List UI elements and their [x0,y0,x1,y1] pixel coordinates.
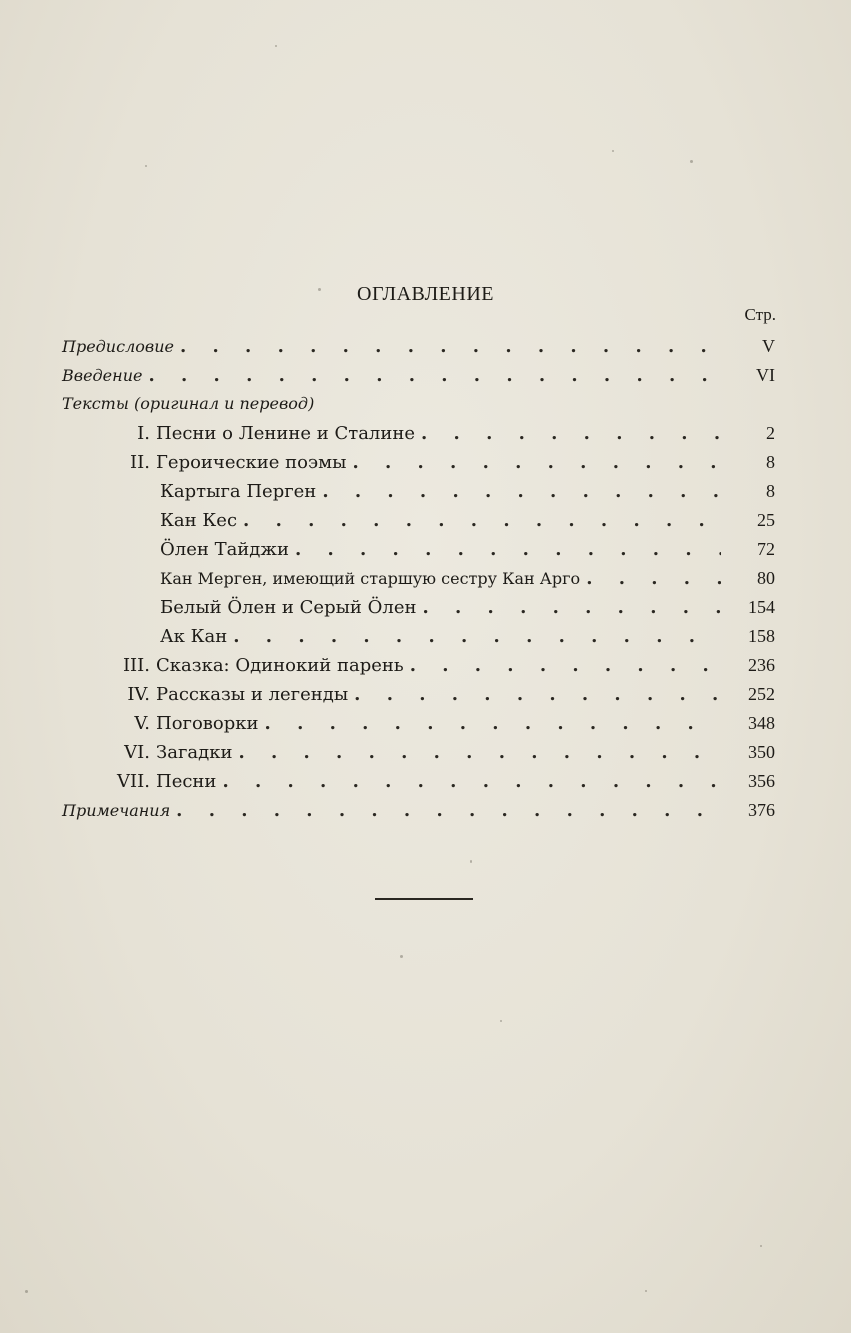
entry-page: VI [756,365,775,385]
entry-label: Предисловие [62,337,174,356]
section-number: I. [137,423,150,444]
dot-leader [148,365,721,386]
entry-label: Кан Кес [160,510,238,531]
section-number: IV. [127,684,150,705]
entry-page: 25 [757,510,775,530]
entry-label: Белый Ӧлен и Серый Ӧлен [160,597,417,618]
section-number: III. [122,655,150,676]
entry-label: Картыга Перген [160,481,317,502]
dot-leader [233,626,721,647]
entry-page: 158 [748,626,775,646]
entry-page: 72 [757,539,775,559]
toc-entry-texts[interactable] [62,394,775,423]
toc-subentry[interactable] [62,481,775,510]
entry-page: 252 [748,684,775,704]
toc-entry-section-6[interactable] [62,742,775,771]
toc-subentry[interactable] [62,626,775,655]
toc-entry-section-3[interactable] [62,655,775,684]
entry-label: Героические поэмы [156,452,347,473]
entry-page: 2 [766,423,775,443]
section-number: VII. [117,771,150,792]
page-column-label: Стр. [744,305,776,324]
toc-entry-section-2[interactable] [62,452,775,481]
entry-page: 236 [748,655,775,675]
entry-label: Введение [62,366,143,385]
section-number: VI. [124,742,150,763]
closing-rule [375,898,473,900]
dot-leader [176,800,721,821]
entry-label: Тексты (оригинал и перевод) [62,394,315,413]
entry-page: 356 [748,771,775,791]
dot-leader [322,481,721,502]
toc-subentry[interactable] [62,539,775,568]
dot-leader [265,713,721,734]
toc-subentry[interactable] [62,597,775,626]
dot-leader [243,510,721,531]
toc-entry-section-1[interactable] [62,423,775,452]
toc-entry-introduction[interactable] [62,365,775,394]
entry-label: Примечания [62,801,171,820]
toc-heading: ОГЛАВЛЕНИЕ [357,283,494,305]
entry-label: Ак Кан [160,626,228,647]
dot-leader [586,568,721,589]
toc-entry-notes[interactable] [62,800,775,829]
section-number: V. [134,713,150,734]
toc-subentry[interactable] [62,568,775,597]
entry-page: 348 [748,713,775,733]
entry-label: Кан Мерген, имеющий старшую сестру Кан Арго [160,569,581,588]
entry-label: Песни о Ленине и Сталине [156,423,416,444]
entry-label: Песни [156,771,217,792]
entry-label: Сказка: Одинокий парень [156,655,404,676]
dot-leader [410,655,721,676]
dot-leader [421,423,721,444]
entry-page: 80 [757,568,775,588]
entry-page: 8 [766,452,775,472]
entry-page: 376 [748,800,775,820]
entry-label: Загадки [156,742,233,763]
dot-leader [180,336,721,357]
dot-leader [422,597,721,618]
entry-page: 8 [766,481,775,501]
dot-leader [295,539,721,560]
dot-leader [238,742,721,763]
dot-leader [222,771,721,792]
entry-label: Поговорки [156,713,259,734]
entry-page: 154 [748,597,775,617]
entry-page: 350 [748,742,775,762]
toc-entry-section-4[interactable] [62,684,775,713]
section-number: II. [130,452,150,473]
toc-subentry[interactable] [62,510,775,539]
entry-label: Ӧлен Тайджи [160,539,289,560]
dot-leader [354,684,721,705]
entry-label: Рассказы и легенды [156,684,349,705]
table-of-contents [62,336,775,829]
entry-page: V [762,336,775,356]
toc-entry-section-5[interactable] [62,713,775,742]
toc-entry-section-7[interactable] [62,771,775,800]
toc-entry-preface[interactable] [62,336,775,365]
dot-leader [352,452,721,473]
